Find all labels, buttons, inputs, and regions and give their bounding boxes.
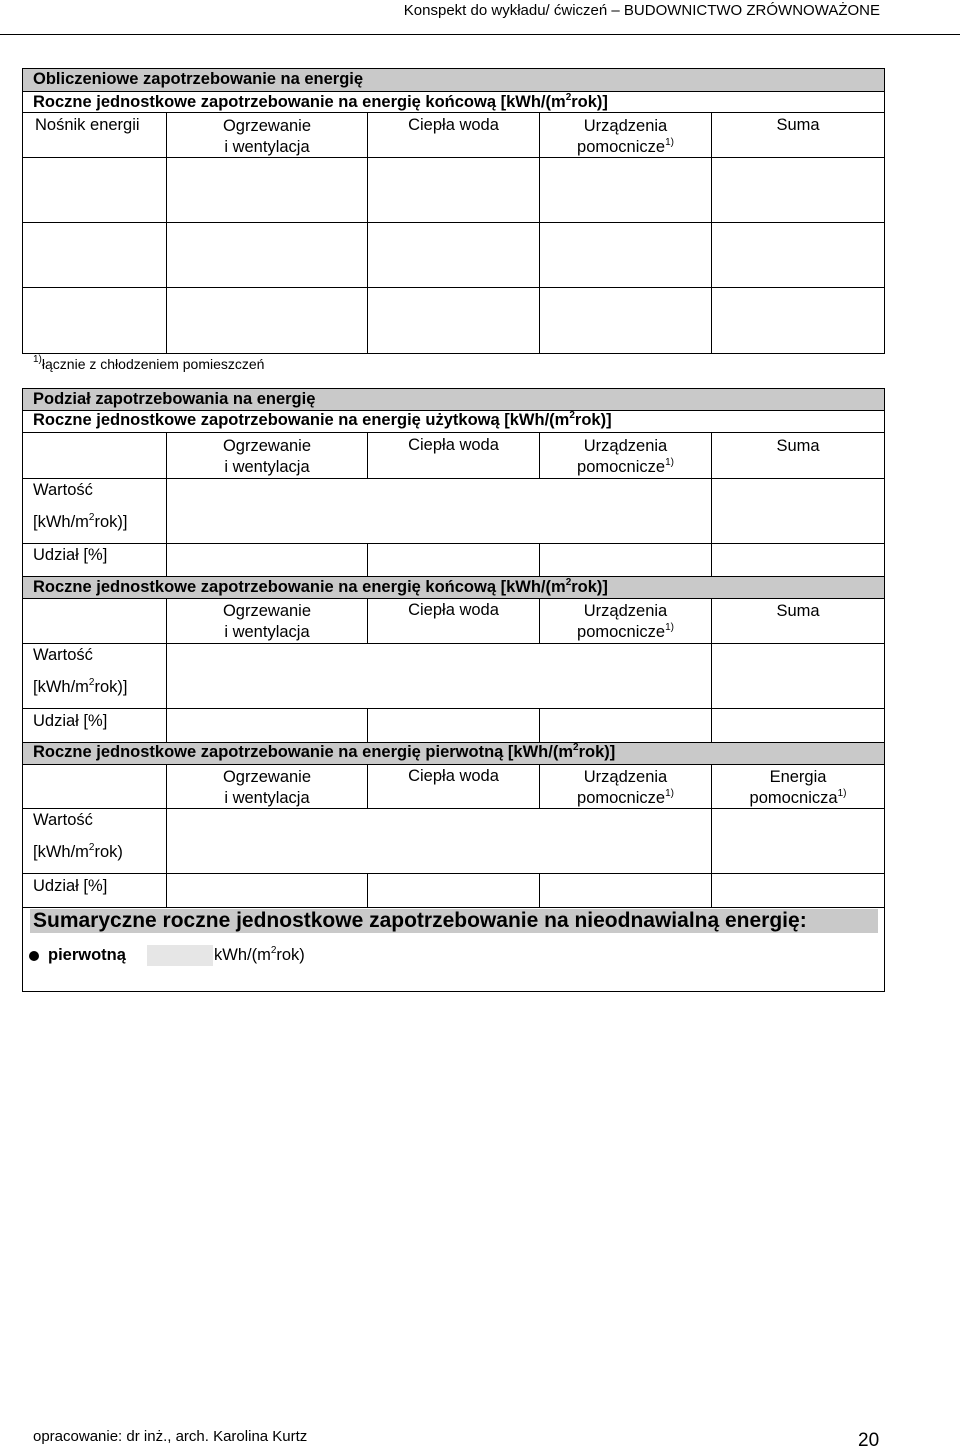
rule bbox=[22, 68, 885, 69]
col-heating: Ogrzewanie i wentylacja bbox=[222, 602, 312, 641]
row-unit-label: $[kWh/m^2rok)$] bbox=[33, 677, 128, 696]
col-heating: Ogrzewanie i wentylacja bbox=[222, 768, 312, 807]
col-energy-carrier: Nośnik energii bbox=[35, 116, 140, 134]
col-auxiliary: Urządzenia pomocnicze$^{1)}$ bbox=[577, 437, 674, 476]
rule bbox=[367, 708, 368, 743]
rule bbox=[22, 287, 885, 288]
rule bbox=[22, 157, 885, 158]
rule bbox=[22, 708, 885, 709]
rule bbox=[22, 543, 885, 544]
col-hot-water: Ciepła woda bbox=[408, 116, 499, 134]
col-hot-water: Ciepła woda bbox=[408, 601, 499, 619]
rule bbox=[539, 873, 540, 908]
rule bbox=[22, 478, 885, 479]
rule bbox=[22, 68, 23, 354]
rule bbox=[22, 222, 885, 223]
col-sum: Suma bbox=[776, 116, 820, 134]
rule bbox=[539, 708, 540, 743]
section2-title: Podział zapotrzebowania na energię bbox=[33, 390, 316, 408]
rule bbox=[22, 907, 885, 908]
rule bbox=[22, 643, 885, 644]
rule bbox=[884, 68, 885, 354]
summary-unit: kWh/$(m^2rok)$ bbox=[214, 945, 305, 964]
col-hot-water: Ciepła woda bbox=[408, 436, 499, 454]
rule bbox=[22, 432, 885, 433]
rule bbox=[367, 112, 368, 354]
row-share-label: Udział [%] bbox=[33, 546, 108, 564]
rule bbox=[367, 543, 368, 577]
section1-subtitle: Roczne jednostkowe zapotrzebowanie na energię końcową $[kWh/(m^2rok)]$ bbox=[33, 92, 608, 111]
row-share-label: Udział [%] bbox=[33, 877, 108, 895]
rule bbox=[22, 112, 885, 113]
row-value-label: Wartość bbox=[33, 811, 93, 829]
header-rule bbox=[0, 34, 960, 35]
summary-title: Sumaryczne roczne jednostkowe zapotrzebowanie na nieodnawialną energię: bbox=[33, 909, 807, 932]
table-useful-title: Roczne jednostkowe zapotrzebowanie na energię użytkową $[kWh/(m^2rok)]$ bbox=[33, 410, 612, 429]
col-auxiliary: Urządzenia pomocnicze$^{1)}$ bbox=[577, 768, 674, 807]
summary-primary-label: pierwotną bbox=[48, 946, 126, 964]
rule bbox=[22, 353, 885, 354]
rule bbox=[22, 764, 885, 765]
col-sum: Suma bbox=[776, 602, 820, 620]
document-header: Konspekt do wykładu/ ćwiczeń – BUDOWNICTWO ZRÓWNOWAŻONE bbox=[403, 2, 880, 19]
col-auxiliary-energy: Energia pomocnicza$^{1)}$ bbox=[749, 768, 847, 807]
col-hot-water: Ciepła woda bbox=[408, 767, 499, 785]
bullet-icon bbox=[29, 951, 39, 961]
summary-value-field[interactable] bbox=[147, 945, 213, 966]
rule bbox=[22, 598, 885, 599]
page-number: 20 bbox=[858, 1430, 880, 1451]
rule bbox=[22, 91, 885, 92]
section1-title: Obliczeniowe zapotrzebowanie na energię bbox=[33, 70, 364, 88]
col-heating: Ogrzewanie i wentylacja bbox=[222, 437, 312, 476]
rule bbox=[367, 873, 368, 908]
rule bbox=[711, 112, 712, 354]
table-final-title: Roczne jednostkowe zapotrzebowanie na energię końcową $[kWh/(m^2rok)]$ bbox=[33, 577, 608, 596]
row-value-label: Wartość bbox=[33, 481, 93, 499]
rule bbox=[539, 543, 540, 577]
row-unit-label: $[kWh/m^2rok)$] bbox=[33, 512, 128, 531]
col-auxiliary: Urządzenia pomocnicze$^{1)}$ bbox=[577, 602, 674, 641]
table-primary-title: Roczne jednostkowe zapotrzebowanie na energię pierwotną $[kWh/(m^2rok)]$ bbox=[33, 742, 616, 761]
col-heating: Ogrzewanie i wentylacja bbox=[222, 117, 312, 156]
rule bbox=[22, 991, 885, 992]
row-share-label: Udział [%] bbox=[33, 712, 108, 730]
row-unit-label: $[kWh/m^2rok)$ bbox=[33, 842, 123, 861]
col-auxiliary: Urządzenia pomocnicze$^{1)}$ bbox=[577, 117, 674, 156]
footnote: $^{1)}$łącznie z chłodzeniem pomieszczeń bbox=[33, 354, 265, 372]
row-value-label: Wartość bbox=[33, 646, 93, 664]
col-sum: Suma bbox=[776, 437, 820, 455]
footer-author: opracowanie: dr inż., arch. Karolina Kurtz bbox=[33, 1428, 308, 1445]
rule bbox=[22, 873, 885, 874]
